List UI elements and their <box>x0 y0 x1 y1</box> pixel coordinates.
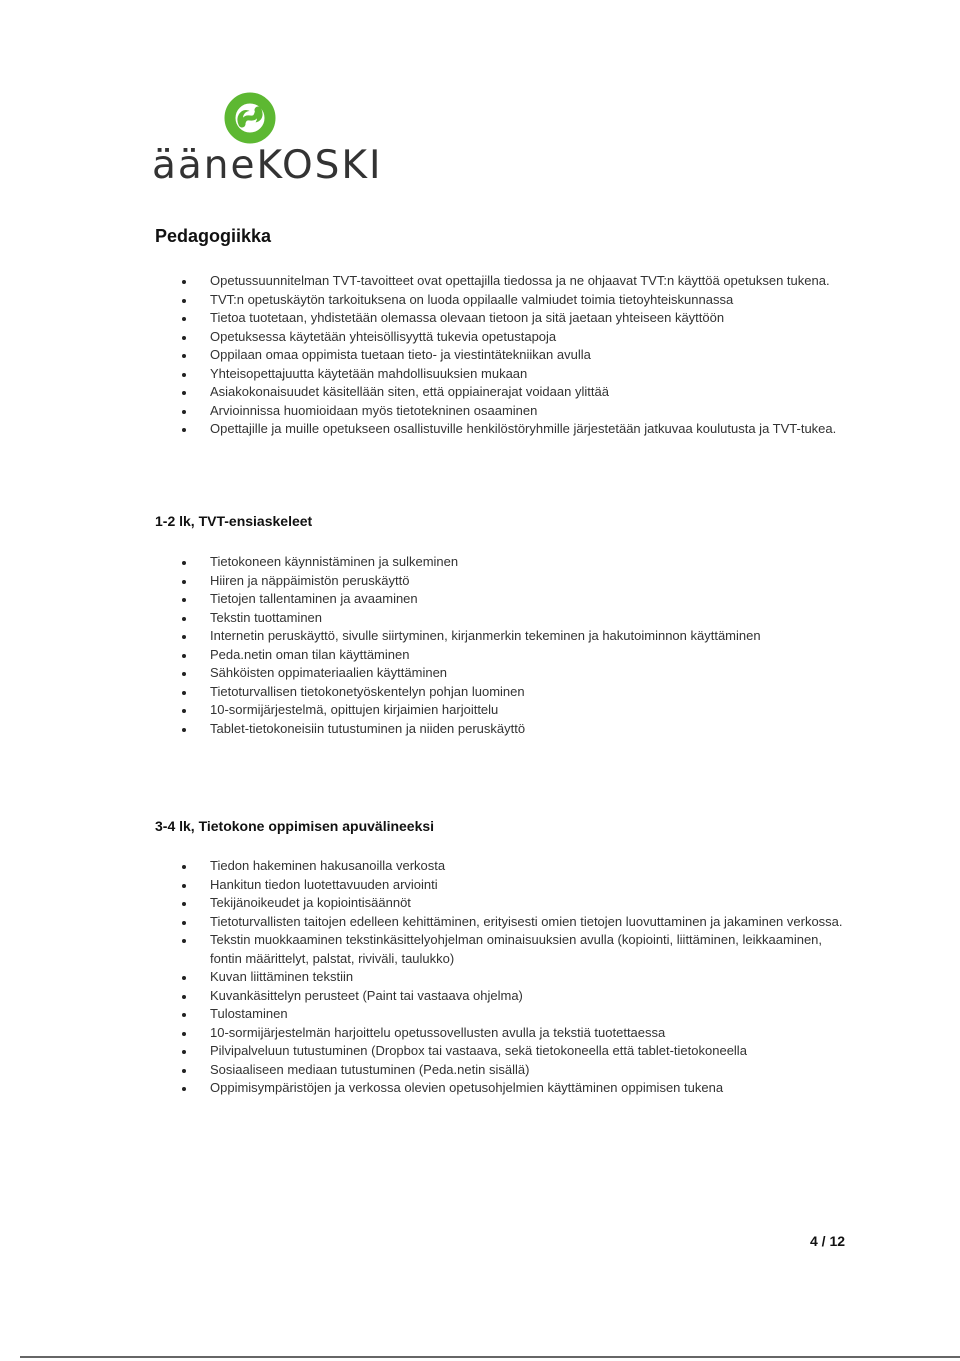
list-item: Sosiaaliseen mediaan tutustuminen (Peda.netin sisällä) <box>210 1061 850 1080</box>
section-heading-3-4: 3-4 lk, Tietokone oppimisen apuvälineeksi <box>155 818 435 834</box>
intro-list <box>210 272 850 439</box>
list-item: Tekstin muokkaaminen tekstinkäsittelyohjelman ominaisuuksien avulla (kopiointi, liittäminen, leikkaaminen, fontin määrittelyt, palstat, riviväli, taulukko) <box>210 931 850 968</box>
list-item: Tekstin tuottaminen <box>210 609 850 628</box>
list-item: Pilvipalveluun tutustuminen (Dropbox tai vastaava, sekä tietokoneella että tablet-tietokoneella <box>210 1042 850 1061</box>
list-item: Opetuksessa käytetään yhteisöllisyyttä tukevia opetustapoja <box>210 328 850 347</box>
list-item: Tulostaminen <box>210 1005 850 1024</box>
list-item: Internetin peruskäyttö, sivulle siirtyminen, kirjanmerkin tekeminen ja hakutoiminnon käyttäminen <box>210 627 850 646</box>
list-item: Arvioinnissa huomioidaan myös tietotekninen osaaminen <box>210 402 850 421</box>
section-1-2-list <box>210 553 850 738</box>
aanekoski-emblem-icon <box>216 90 284 146</box>
list-item: Tietokoneen käynnistäminen ja sulkeminen <box>210 553 850 572</box>
list-item: Opettajille ja muille opetukseen osallistuville henkilöstöryhmille järjestetään jatkuvaa koulutusta ja TVT-tukea. <box>210 420 850 439</box>
list-item: Tablet-tietokoneisiin tutustuminen ja niiden peruskäyttö <box>210 720 850 739</box>
list-item: Tietojen tallentaminen ja avaaminen <box>210 590 850 609</box>
list-item: Yhteisopettajuutta käytetään mahdollisuuksien mukaan <box>210 365 850 384</box>
list-item: Hiiren ja näppäimistön peruskäyttö <box>210 572 850 591</box>
section-heading-1-2: 1-2 lk, TVT-ensiaskeleet <box>155 513 313 529</box>
list-item: Oppilaan omaa oppimista tuetaan tieto- ja viestintätekniikan avulla <box>210 346 850 365</box>
list-item: Oppimisympäristöjen ja verkossa olevien opetusohjelmien käyttäminen oppimisen tukena <box>210 1079 850 1098</box>
aanekoski-logo <box>150 90 383 190</box>
list-item: Tiedon hakeminen hakusanoilla verkosta <box>210 857 850 876</box>
list-item: Kuvankäsittelyn perusteet (Paint tai vastaava ohjelma) <box>210 987 850 1006</box>
list-item: Opetussuunnitelman TVT-tavoitteet ovat opettajilla tiedossa ja ne ohjaavat TVT:n käyttöä opetuksen tukena. <box>210 272 850 291</box>
list-item: Sähköisten oppimateriaalien käyttäminen <box>210 664 850 683</box>
list-item: 10-sormijärjestelmä, opittujen kirjaimien harjoittelu <box>210 701 850 720</box>
list-item: Asiakokonaisuudet käsitellään siten, että oppiainerajat voidaan ylittää <box>210 383 850 402</box>
list-item: 10-sormijärjestelmän harjoittelu opetussovellusten avulla ja tekstiä tuotettaessa <box>210 1024 850 1043</box>
page-title: Pedagogiikka <box>155 226 272 246</box>
list-item: Hankitun tiedon luotettavuuden arviointi <box>210 876 850 895</box>
section-3-4-list <box>210 857 850 1098</box>
list-item: Peda.netin oman tilan käyttäminen <box>210 646 850 665</box>
list-item: Tietoturvallisen tietokonetyöskentelyn pohjan luominen <box>210 683 850 702</box>
list-item: Tietoturvallisten taitojen edelleen kehittäminen, erityisesti omien tietojen luovuttaminen ja jakaminen verkossa. <box>210 913 850 932</box>
list-item: Kuvan liittäminen tekstiin <box>210 968 850 987</box>
list-item: Tietoa tuotetaan, yhdistetään olemassa olevaan tietoon ja sitä jaetaan yhteiseen käyttöön <box>210 309 850 328</box>
bottom-rule <box>20 1356 960 1358</box>
logo-wordmark: ääneKOSKI <box>152 143 383 188</box>
list-item: Tekijänoikeudet ja kopiointisäännöt <box>210 894 850 913</box>
list-item: TVT:n opetuskäytön tarkoituksena on luoda oppilaalle valmiudet toimia tietoyhteiskunnassa <box>210 291 850 310</box>
page-number: 4 / 12 <box>810 1233 846 1249</box>
